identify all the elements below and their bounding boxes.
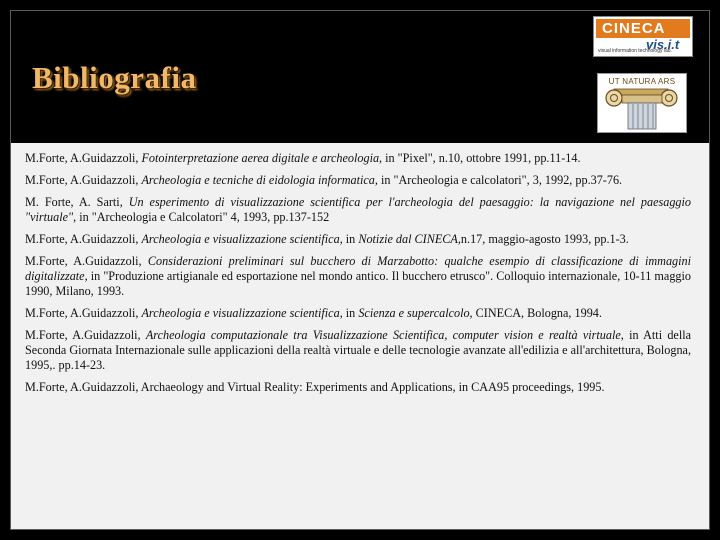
bibliography-entry [25,151,691,166]
bibliography-entry [25,254,691,299]
entry-authors: M.Forte, A.Guidazzoli, [25,328,146,342]
entry-source: in "Produzione artigianale ed esportazione nel mondo antico. Il bucchero etrusco". Colloquio internazionale, 10-11 maggio 1990, Milano, 1993. [25,269,691,298]
entry-authors: M.Forte, A.Guidazzoli, [25,151,142,165]
ut-natura-ars-motto: UT NATURA ARS [608,77,676,86]
entry-source: in "Archeologia e Calcolatori" 4, 1993, pp.137-152 [76,210,330,224]
cineca-logo-name: CINECA [602,20,666,37]
entry-title: Fotointerpretazione aerea digitale e archeologia, [141,151,383,165]
bibliography-entry [25,195,691,225]
entry-source: in [342,306,359,320]
entry-title: Un esperimento di visualizzazione scientifica per l'archeologia del paesaggio: la navigazione nel paesaggio "virtuale", [25,195,691,224]
entry-source: in "Archeologia e calcolatori", 3, 1992, pp.37-76. [377,173,623,187]
entry-authors: M.Forte, A.Guidazzoli, [25,232,142,246]
entry-journal: Scienza e supercalcolo, [358,306,473,320]
entry-details: CINECA, Bologna, 1994. [472,306,602,320]
entry-authors: M.Forte, A.Guidazzoli, [25,173,142,187]
entry-authors: M.Forte, A.Guidazzoli, [25,254,148,268]
entry-title: Archeologia e visualizzazione scientifica, [141,232,343,246]
ut-natura-ars-logo [597,73,687,133]
entry-title: Archeologia computazionale tra Visualizzazione Scientifica, computer vision e realtà virtuale, [145,328,624,342]
entry-authors: M. Forte, A. Sarti, [25,195,129,209]
entry-source: in "Pixel", n.10, ottobre 1991, pp.11-14. [382,151,581,165]
cineca-logo [593,16,693,57]
cineca-logo-tagline: vis.i.t [646,37,680,52]
entry-title: Archeologia e tecniche di eidologia informatica, [141,173,378,187]
bibliography-list [11,143,709,529]
entry-details: n.17, maggio-agosto 1993, pp.1-3. [460,232,629,246]
bibliography-entry [25,306,691,321]
bibliography-entry [25,328,691,373]
entry-authors: M.Forte, A.Guidazzoli, [25,306,142,320]
bibliography-entry [25,173,691,188]
ionic-capital-icon [598,74,686,132]
bibliography-entry [25,380,691,395]
entry-source: in [342,232,359,246]
entry-source: in Atti della Seconda Giornata Internazionale sulle applicazioni della realtà virtuale e delle tecnologie avanzate all'edilizia e all'architettura, Bologna, 1995,. pp.14-23. [25,328,692,372]
bibliography-entry [25,232,691,247]
entry-authors: M.Forte, A.Guidazzoli, Archaeology and Virtual Reality: Experiments and Applications, in CAA95 proceedings, 1995. [25,380,605,394]
entry-title: Considerazioni preliminari sul bucchero di Marzabotto: qualche esempio di classificazione di immagini digitalizzate, [25,254,691,283]
slide-title: Bibliografia [32,60,197,95]
entry-journal: Notizie dal CINECA, [358,232,461,246]
entry-title: Archeologia e visualizzazione scientifica, [141,306,343,320]
cineca-logo-subtitle: visual information technology lab. [598,48,672,54]
